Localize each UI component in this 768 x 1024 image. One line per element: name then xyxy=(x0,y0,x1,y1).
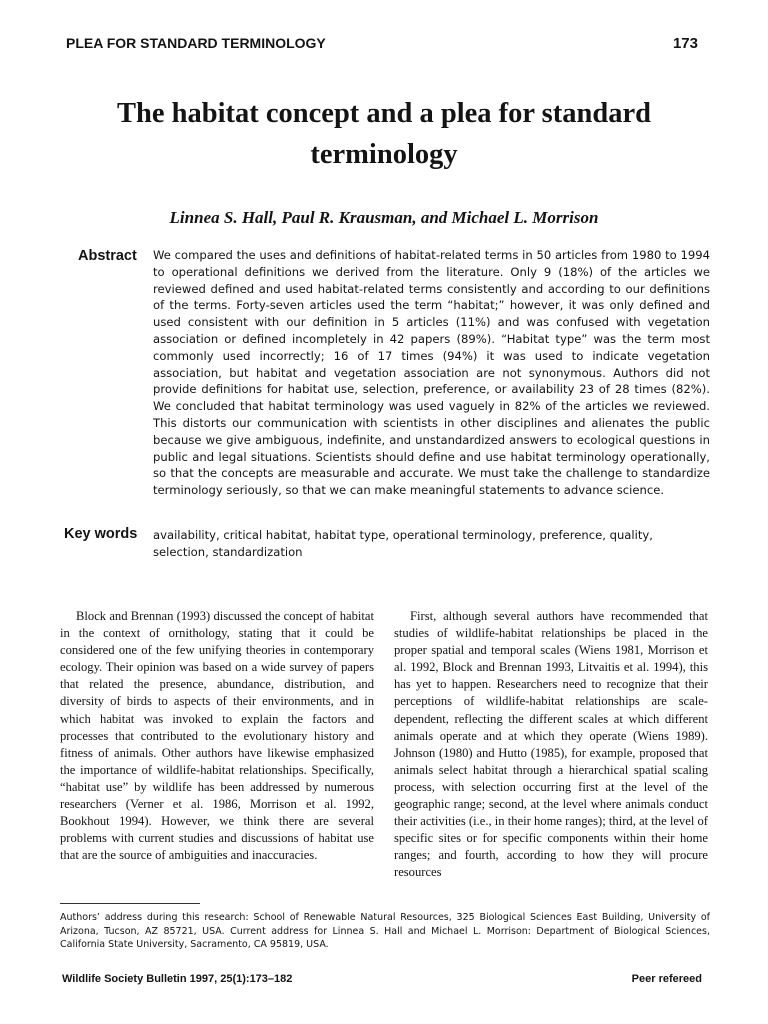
author-list: Linnea S. Hall, Paul R. Krausman, and Michael L. Morrison xyxy=(169,208,599,227)
keywords-text: availability, critical habitat, habitat type, operational terminology, preference, quality, selection, standardization xyxy=(153,528,653,559)
footnote-divider xyxy=(60,903,200,904)
page-number: 173 xyxy=(672,35,698,52)
abstract-heading: Abstract xyxy=(78,248,137,264)
running-head xyxy=(66,35,698,51)
abstract-text: We compared the uses and definitions of habitat-related terms in 50 articles from 1980 to 1994 to operational definitions we derived from the literature. Only 9 (18%) of the articles we reviewed defined and used habitat-related terms consistently and according to our definitions of the terms. Forty-seven articles used the term “habitat;” however, it was only defined and used consistent with our definition in 5 articles (11%) and was confused with vegetation association or defined incompletely in 42 papers (89%). “Habitat type” was the term most commonly used incorrectly; 16 of 17 times (94%) it was used to indicate vegetation association, but habitat and vegetation association are not synonymous. Authors did not provide definitions for habitat use, selection, preference, or availability 23 of 28 times (82%). We concluded that habitat terminology was used vaguely in 82% of the articles we reviewed. This distorts our communication with scientists in other disciplines and alienates the public because we give ambiguous, indefinite, and unstandardized answers to ecological questions in public and legal situations. Scientists should define and use habitat terminology operationally, so that the concepts are measurable and accurate. We must take the challenge to standardize terminology seriously, so that we can make meaningful statements to advance science. xyxy=(153,248,710,498)
body-left-column: Block and Brennan (1993) discussed the concept of habitat in the context of ornithology, stating that it could be considered one of the few unifying theories in contemporary ecology. Their opinion was based on a wide survey of papers that related the presence, abundance, distribution, and diversity of birds to aspects of their environments, and in which habitat was invoked to explain the factors and processes that contributed to the evolutionary history and fitness of animals. Other authors have likewise emphasized the importance of wildlife-habitat relationships. Specifically, “habitat use” by wildlife has been addressed by numerous researchers (Verner et al. 1986, Morrison et al. 1992, Bookhout 1994). However, we think there are several problems with current studies and discussions of habitat use that are the source of ambiguities and inaccuracies. xyxy=(60,609,374,863)
peer-review-label: Peer refereed xyxy=(631,973,702,985)
journal-citation: Wildlife Society Bulletin 1997, 25(1):173–182 xyxy=(62,973,293,985)
running-head-title: PLEA FOR STANDARD TERMINOLOGY xyxy=(66,35,326,51)
keywords-heading: Key words xyxy=(64,526,138,542)
body-right-column: First, although several authors have recommended that studies of wildlife-habitat relationships be placed in the proper spatial and temporal scales (Wiens 1981, Morrison et al. 1992, Block and Brennan 1993, Litvaitis et al. 1994), this has yet to happen. Researchers need to recognize that their perceptions of wildlife-habitat relationships are scale-dependent, reflecting the different scales at which different animals operate and at which they operate (Wiens 1989). Johnson (1980) and Hutto (1985), for example, proposed that animals select habitat through a hierarchical spatial scaling process, with selection occurring first at the level of the geographic range; second, at the level where animals conduct their activities (i.e., in their home ranges); third, at the level of specific sites or for specific components within their home ranges; and fourth, according to how they will procure resources xyxy=(394,609,708,880)
author-address-footnote: Authors’ address during this research: School of Renewable Natural Resources, 325 Biological Sciences East Building, University of Arizona, Tucson, AZ 85721, USA. Current address for Linnea S. Hall and Michael L. Morrison: Department of Biological Sciences, California State University, Sacramento, CA 95819, USA. xyxy=(60,912,710,950)
article-title: The habitat concept and a plea for standard terminology xyxy=(117,98,651,170)
